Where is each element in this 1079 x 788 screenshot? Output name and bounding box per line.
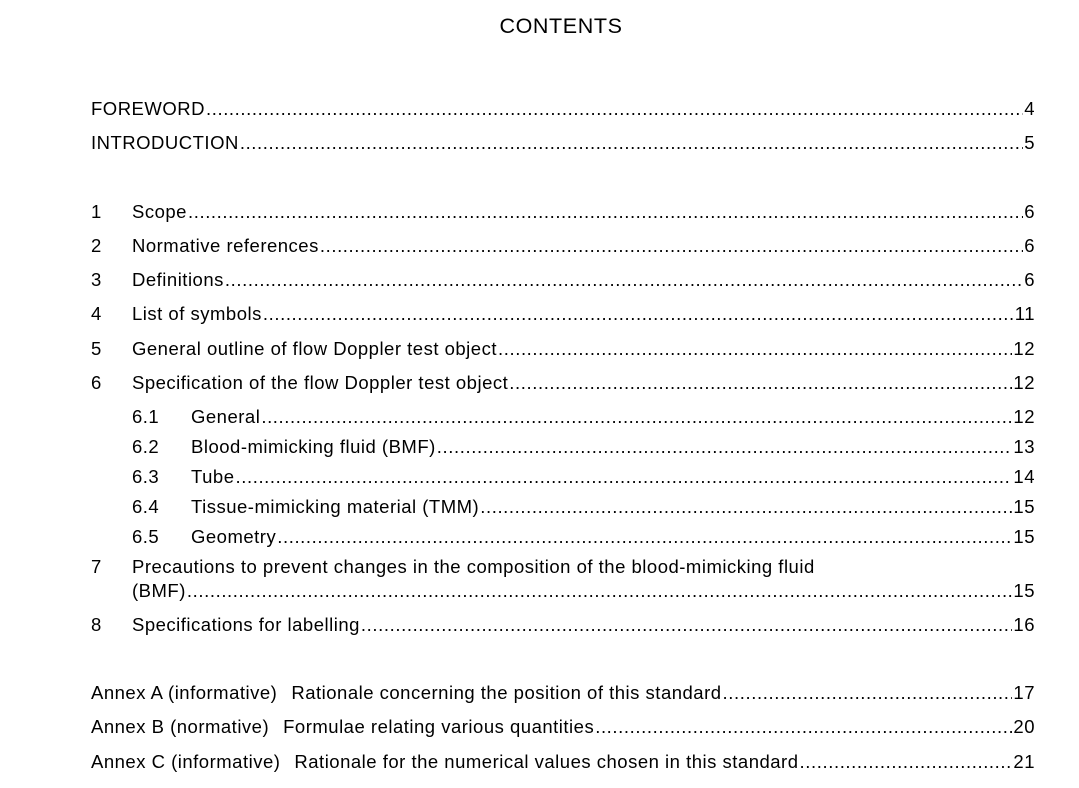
- toc-entry-text: List of symbols: [132, 303, 262, 324]
- dot-leader: [187, 579, 1013, 603]
- dot-leader: [206, 97, 1023, 121]
- toc-annex-label: Annex C (informative): [91, 751, 281, 772]
- toc-page-number: 11: [1014, 303, 1035, 324]
- toc-entry-subclause-6-4[interactable]: [91, 495, 1035, 519]
- toc-entry-clause-3[interactable]: [91, 268, 1035, 292]
- toc-entry-text: Specification of the flow Doppler test object: [132, 372, 509, 393]
- dot-leader: [480, 495, 1012, 519]
- toc-page-number: 15: [1013, 496, 1035, 517]
- toc-entry-clause-6[interactable]: [91, 371, 1035, 395]
- toc-entry-text: Rationale concerning the position of this standard: [291, 682, 722, 703]
- toc-entry-clause-2[interactable]: [91, 234, 1035, 258]
- dot-leader: [498, 337, 1012, 361]
- toc-annex-label: Annex B (normative): [91, 716, 270, 737]
- toc-clause-number: 8: [91, 614, 102, 635]
- dot-leader: [263, 302, 1014, 326]
- toc-entry-text: Precautions to prevent changes in the composition of the blood-mimicking fluid: [132, 556, 815, 577]
- toc-clause-number: 4: [91, 303, 102, 324]
- toc-page-number: 12: [1013, 338, 1035, 359]
- toc-page-number: 6: [1024, 269, 1035, 290]
- toc-entry-clause-7-continuation[interactable]: [91, 579, 1035, 603]
- dot-leader: [320, 234, 1023, 258]
- toc-page-number: 4: [1024, 98, 1035, 119]
- toc-entry-clause-1[interactable]: [91, 200, 1035, 224]
- dot-leader: [361, 613, 1013, 637]
- toc-entry-text: (BMF): [132, 580, 186, 601]
- dot-leader: [437, 435, 1013, 459]
- toc-entry-text: INTRODUCTION: [91, 132, 239, 153]
- toc-entry-clause-7[interactable]: [91, 555, 1035, 579]
- toc-entry-clause-8[interactable]: [91, 613, 1035, 637]
- toc-annex-label: Annex A (informative): [91, 682, 278, 703]
- toc-entry-subclause-6-1[interactable]: [91, 405, 1035, 429]
- toc-entry-introduction[interactable]: [91, 131, 1035, 155]
- toc-clause-number: 6.3: [132, 466, 160, 487]
- toc-clause-number: 2: [91, 235, 102, 256]
- toc-entry-text: Formulae relating various quantities: [283, 716, 595, 737]
- toc-entry-clause-5[interactable]: [91, 337, 1035, 361]
- toc-entry-text: FOREWORD: [91, 98, 205, 119]
- toc-clause-number: 6: [91, 372, 102, 393]
- toc-page-number: 5: [1024, 132, 1035, 153]
- dot-leader: [188, 200, 1023, 224]
- toc-page-number: 14: [1013, 466, 1035, 487]
- toc-entry-text: Normative references: [132, 235, 319, 256]
- toc-page-number: 13: [1013, 436, 1035, 457]
- toc-clause-number: 3: [91, 269, 102, 290]
- toc-page-number: 20: [1013, 716, 1035, 737]
- toc-entry-text: Specifications for labelling: [132, 614, 360, 635]
- toc-page-number: 6: [1024, 201, 1035, 222]
- toc-entry-text: Blood-mimicking fluid (BMF): [191, 436, 436, 457]
- dot-leader: [240, 131, 1023, 155]
- toc-clause-number: 5: [91, 338, 102, 359]
- toc-clause-number: 6.2: [132, 436, 160, 457]
- toc-entry-text: Scope: [132, 201, 187, 222]
- toc-page-number: 15: [1013, 580, 1035, 601]
- toc-page-number: 21: [1013, 751, 1035, 772]
- toc-entry-clause-4[interactable]: [91, 302, 1035, 326]
- toc-entry-foreword[interactable]: [91, 97, 1035, 121]
- toc-page-number: 15: [1013, 526, 1035, 547]
- toc-clause-number: 6.5: [132, 526, 160, 547]
- toc-page-number: 17: [1013, 682, 1035, 703]
- toc-page-number: 12: [1013, 406, 1035, 427]
- toc-clause-number: 6.4: [132, 496, 160, 517]
- toc-clause-number: 6.1: [132, 406, 160, 427]
- dot-leader: [225, 268, 1023, 292]
- page-title: CONTENTS: [499, 14, 623, 38]
- toc-clause-number: 7: [91, 556, 102, 577]
- toc-entry-text: Rationale for the numerical values chosen in this standard: [294, 751, 799, 772]
- toc-entry-text: General outline of flow Doppler test object: [132, 338, 497, 359]
- toc-entry-annex-a[interactable]: [91, 681, 1035, 705]
- toc-clause-number: 1: [91, 201, 102, 222]
- toc-entry-text: Tube: [191, 466, 235, 487]
- dot-leader: [277, 525, 1012, 549]
- toc-entry-text: General: [191, 406, 261, 427]
- dot-leader: [800, 750, 1013, 774]
- dot-leader: [595, 715, 1012, 739]
- toc-entry-text: Geometry: [191, 526, 277, 547]
- dot-leader: [723, 681, 1013, 705]
- toc-page-number: 12: [1013, 372, 1035, 393]
- table-of-contents: [91, 0, 1035, 788]
- toc-entry-annex-b[interactable]: [91, 715, 1035, 739]
- toc-entry-subclause-6-5[interactable]: [91, 525, 1035, 549]
- toc-entry-subclause-6-3[interactable]: [91, 465, 1035, 489]
- dot-leader: [261, 405, 1012, 429]
- dot-leader: [509, 371, 1012, 395]
- dot-leader: [235, 465, 1012, 489]
- toc-entry-annex-c[interactable]: [91, 750, 1035, 774]
- toc-page-number: 6: [1024, 235, 1035, 256]
- toc-entry-subclause-6-2[interactable]: [91, 435, 1035, 459]
- toc-entry-text: Definitions: [132, 269, 224, 290]
- toc-page-number: 16: [1013, 614, 1035, 635]
- toc-entry-text: Tissue-mimicking material (TMM): [191, 496, 480, 517]
